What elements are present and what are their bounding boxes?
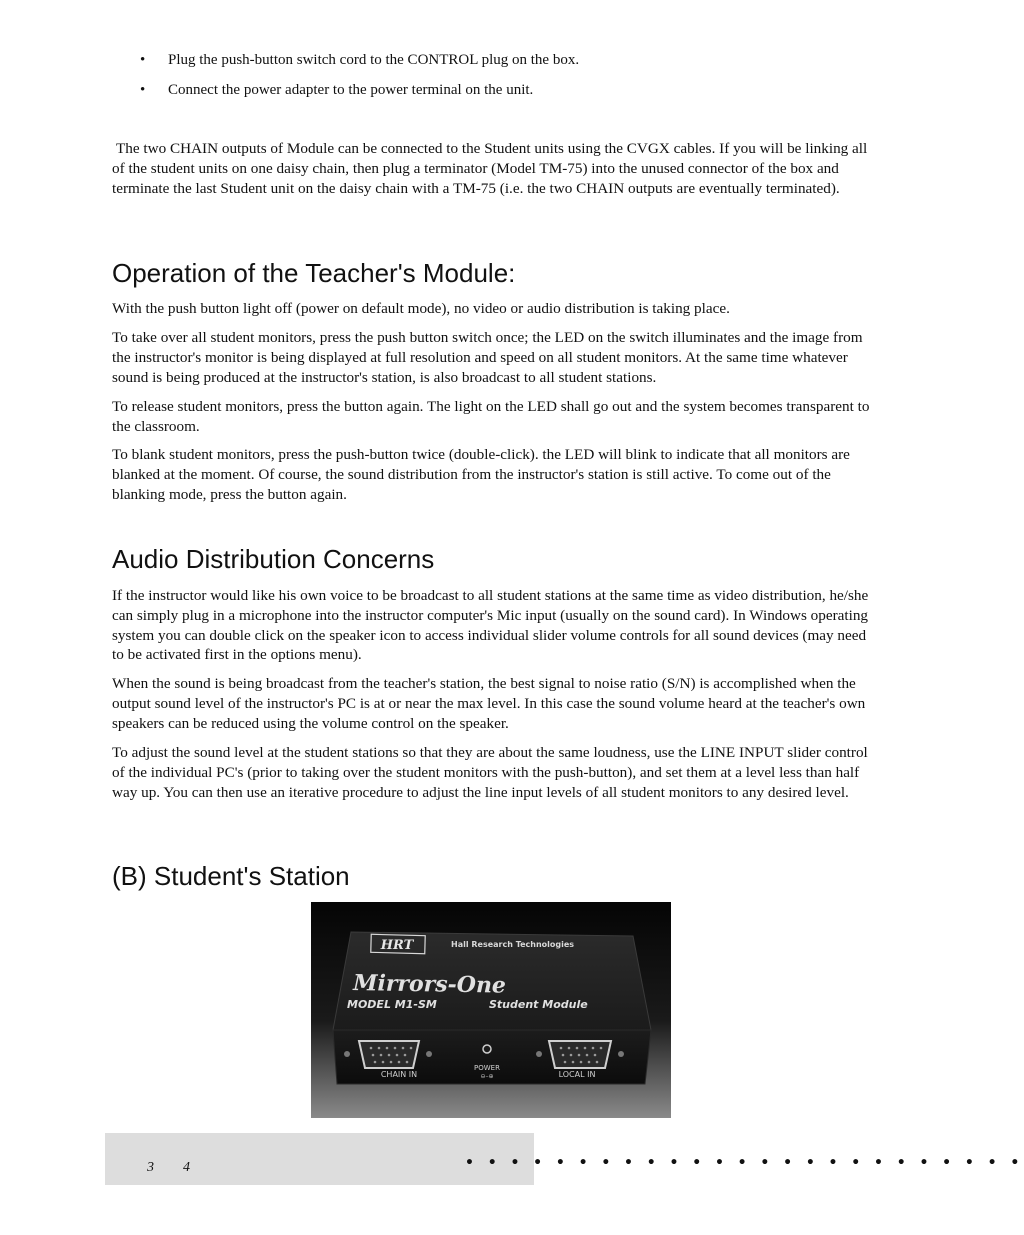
power-polarity-icon: ⊖–⊕ <box>480 1073 494 1080</box>
audio-paragraph-1: If the instructor would like his own voice to be broadcast to all student stations at the same time as video distribution, he/she can simply plug in a microphone into the instructor computer's Mic input (usually on the sound card). In Windows operating system you can double click on the speaker icon to access individual slider volume controls for all sound devices (may need to be activated first in the options menu). <box>112 587 869 664</box>
module-type: Student Module <box>489 998 588 1011</box>
bullet-item: • Plug the push-button switch cord to the CONTROL plug on the box. <box>140 50 900 70</box>
hrt-logo-text: HRT <box>380 938 414 953</box>
heading-audio: Audio Distribution Concerns <box>112 544 435 574</box>
maker-name: Hall Research Technologies <box>451 940 575 949</box>
heading-operation: Operation of the Teacher's Module: <box>112 258 516 288</box>
brand-name: Mirrors-One <box>352 970 507 999</box>
footer-dot-leader: • • • • • • • • • • • • • • • • • • • • • • • • • <box>465 1155 1024 1171</box>
local-in-label: LOCAL IN <box>558 1070 596 1079</box>
student-module-photo <box>311 902 671 1118</box>
operation-paragraph-2: To take over all student monitors, press the push button switch once; the LED on the switch illuminates and the image from the instructor's monitor is being displayed at full resolution and speed on all student monitors. At the same time whatever sound is being produced at the instructor's station, is also broadcast to all student stations. <box>112 329 863 386</box>
page-number-left: 3 <box>147 1160 154 1175</box>
student-module-illustration <box>311 902 671 1118</box>
operation-paragraph-3: To release student monitors, press the button again. The light on the LED shall go out and the system becomes transparent to the classroom. <box>112 398 870 435</box>
chain-in-label: CHAIN IN <box>380 1070 418 1079</box>
power-label: POWER <box>474 1064 500 1072</box>
bullet-item: • Connect the power adapter to the power terminal on the unit. <box>140 80 900 100</box>
heading-student-station: (B) Student's Station <box>112 861 350 891</box>
audio-paragraph-2: When the sound is being broadcast from the teacher's station, the best signal to noise ratio (S/N) is accomplished when the output sound level of the instructor's PC is at or near the max level. In this case the sound volume heard at the teacher's own speakers can be reduced using the volume control on the speaker. <box>112 675 866 732</box>
model-number: MODEL M1-SM <box>347 998 437 1011</box>
intro-paragraph: The two CHAIN outputs of Module can be connected to the Student units using the CVGX cables. If you will be linking all of the student units on one daisy chain, then plug a terminator (Model TM-75) into the unused connector of the box and terminate the last Student unit on the daisy chain with a TM-75 (i.e. the two CHAIN outputs are eventually terminated). <box>112 140 868 197</box>
audio-paragraph-3: To adjust the sound level at the student stations so that they are about the same loudness, use the LINE INPUT slider control of the individual PC's (prior to taking over the student monitors with the push-button), and set them at a level less than half way up. You can then use an iterative procedure to adjust the line input levels of all student monitors to any desired level. <box>112 744 868 801</box>
operation-paragraph-1: With the push button light off (power on default mode), no video or audio distribution is taking place. <box>112 300 730 317</box>
page-number-right: 4 <box>183 1160 190 1175</box>
power-jack <box>483 1045 491 1053</box>
setup-bullet-list <box>140 50 900 110</box>
operation-paragraph-4: To blank student monitors, press the push-button twice (double-click). the LED will blink to indicate that all monitors are blanked at the moment. Of course, the sound distribution from the instructor's station is still active. To come out of the blanking mode, press the button again. <box>112 446 850 503</box>
